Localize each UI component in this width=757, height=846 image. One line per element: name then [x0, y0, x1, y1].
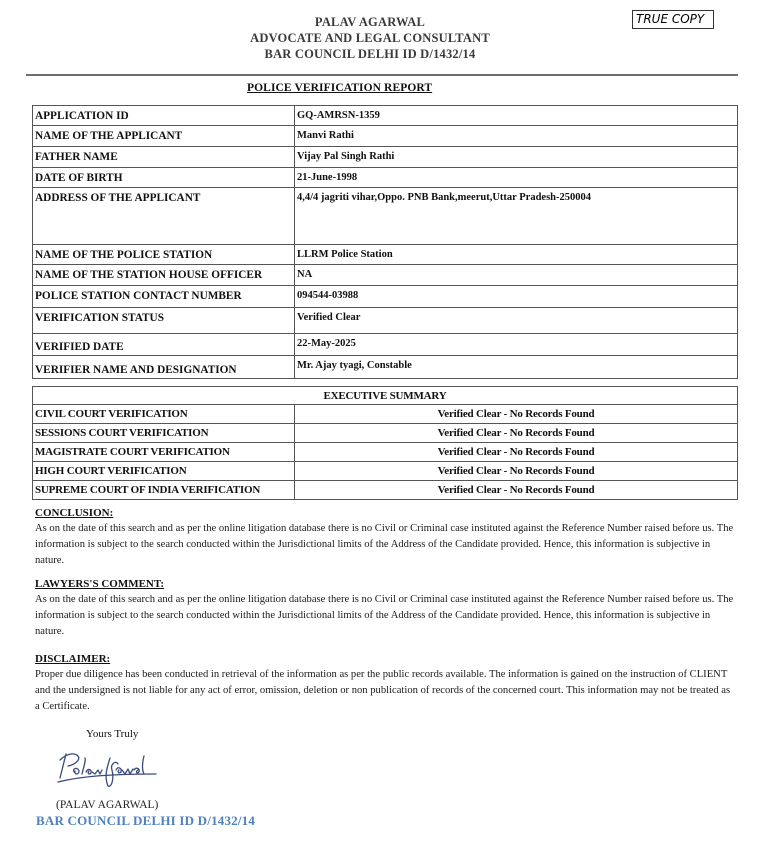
table-row [33, 188, 738, 245]
row-label: VERIFIED DATE [33, 334, 295, 356]
closing-salutation: Yours Truly [86, 728, 139, 740]
conclusion-text: As on the date of this search and as per the online litigation database there is no Civil or Criminal case instituted against the Reference Number raised before us. The information is subject to the search conducted within the Jurisdictional limits of the Address of the Candidate provided. Hence, this information is subjective in nature. [35, 523, 734, 566]
lawyers-comment-heading: LAWYERS'S COMMENT: [35, 578, 165, 590]
table-row [33, 334, 738, 356]
row-label: FATHER NAME [33, 147, 295, 168]
row-label: VERIFICATION STATUS [33, 308, 295, 334]
row-value: Mr. Ajay tyagi, Constable [295, 356, 738, 379]
table-row [33, 168, 738, 188]
court-status: Verified Clear - No Records Found [295, 462, 738, 481]
true-copy-stamp: TRUE COPY [632, 10, 714, 29]
table-row [33, 265, 738, 286]
verification-details-table [32, 105, 738, 379]
table-row [33, 106, 738, 126]
table-row [33, 286, 738, 308]
row-value: NA [295, 265, 738, 286]
court-label: SESSIONS COURT VERIFICATION [33, 424, 295, 443]
row-value: 21-June-1998 [295, 168, 738, 188]
court-label: HIGH COURT VERIFICATION [33, 462, 295, 481]
court-status: Verified Clear - No Records Found [295, 443, 738, 462]
row-label: NAME OF THE APPLICANT [33, 126, 295, 147]
court-label: SUPREME COURT OF INDIA VERIFICATION [33, 481, 295, 500]
lawyers-comment-section [35, 576, 735, 640]
row-value: Manvi Rathi [295, 126, 738, 147]
lawyers-comment-text: As on the date of this search and as per the online litigation database there is no Civil or Criminal case instituted against the Reference Number raised before us. The information is subject to the search conducted within the Jurisdictional limits of the Address of the Candidate provided. Hence, this information is subjective in nature. [35, 594, 734, 637]
table-row [33, 126, 738, 147]
row-label: DATE OF BIRTH [33, 168, 295, 188]
disclaimer-heading: DISCLAIMER: [35, 653, 111, 665]
table-row [33, 462, 738, 481]
table-row [33, 147, 738, 168]
row-value: 4,4/4 jagriti vihar,Oppo. PNB Bank,meerut,Uttar Pradesh-250004 [295, 188, 738, 245]
table-row [33, 405, 738, 424]
court-status: Verified Clear - No Records Found [295, 405, 738, 424]
row-label: POLICE STATION CONTACT NUMBER [33, 286, 295, 308]
table-row [33, 356, 738, 379]
row-label: NAME OF THE STATION HOUSE OFFICER [33, 265, 295, 286]
table-row [33, 481, 738, 500]
table-row [33, 424, 738, 443]
row-value: 22-May-2025 [295, 334, 738, 356]
footer-bar-council-id: BAR COUNCIL DELHI ID D/1432/14 [36, 813, 256, 828]
row-value: LLRM Police Station [295, 245, 738, 265]
letterhead-name: PALAV AGARWAL [314, 15, 426, 29]
letterhead [240, 14, 500, 62]
conclusion-heading: CONCLUSION: [35, 507, 114, 519]
table-row [33, 443, 738, 462]
row-label: NAME OF THE POLICE STATION [33, 245, 295, 265]
row-label: ADDRESS OF THE APPLICANT [33, 188, 295, 245]
executive-summary-title: EXECUTIVE SUMMARY [33, 387, 738, 405]
court-status: Verified Clear - No Records Found [295, 424, 738, 443]
table-row [33, 308, 738, 334]
row-value: 094544-03988 [295, 286, 738, 308]
table-row [33, 245, 738, 265]
signatory-name: (PALAV AGARWAL) [56, 799, 159, 811]
executive-summary-table [32, 386, 738, 500]
row-value: Vijay Pal Singh Rathi [295, 147, 738, 168]
row-value: GQ-AMRSN-1359 [295, 106, 738, 126]
court-status: Verified Clear - No Records Found [295, 481, 738, 500]
disclaimer-text: Proper due diligence has been conducted in retrieval of the information as per the public records available. The information is gained on the instruction of CLIENT and the undersigned is not liable for any act of error, omission, deletion or non publication of records of the concerned court. This information may not be treated as a Certificate. [35, 669, 731, 712]
report-title: POLICE VERIFICATION REPORT [247, 82, 433, 94]
conclusion-section [35, 505, 735, 569]
disclaimer-section [35, 651, 735, 715]
row-label: APPLICATION ID [33, 106, 295, 126]
row-value: Verified Clear [295, 308, 738, 334]
header-divider [26, 74, 738, 76]
letterhead-title: ADVOCATE AND LEGAL CONSULTANT [250, 31, 490, 45]
letterhead-bar-id: BAR COUNCIL DELHI ID D/1432/14 [264, 47, 476, 61]
court-label: MAGISTRATE COURT VERIFICATION [33, 443, 295, 462]
signature-image [52, 748, 164, 792]
row-label: VERIFIER NAME AND DESIGNATION [33, 356, 295, 379]
court-label: CIVIL COURT VERIFICATION [33, 405, 295, 424]
